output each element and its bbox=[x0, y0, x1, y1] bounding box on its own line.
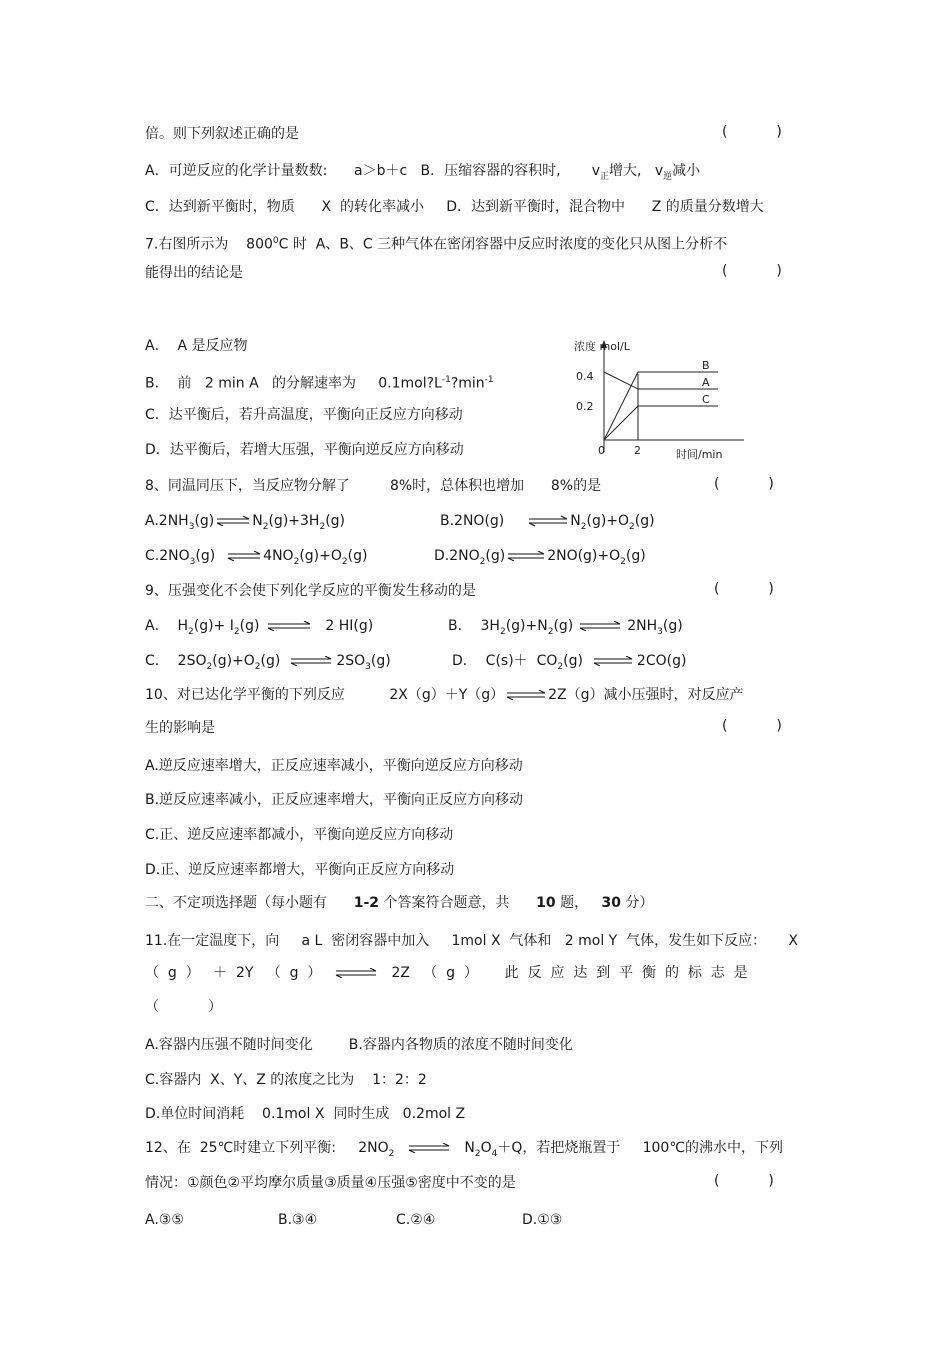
q12-option-c: C.②④ bbox=[396, 1212, 436, 1228]
q11-stem-2: （ g ） ＋ 2Y （ g ） 2Z （ g ） 此 反 应 达 到 平 衡 的 标 志 是 bbox=[145, 965, 748, 981]
q6-option-ab: A．可逆反应的化学计量数数: a＞b＋c B．压缩容器的容积时, $v_正$增大, $v_逆$减小 bbox=[145, 163, 701, 182]
q10-option-d: D.正、逆反应速率都增大，平衡向正反应方向移动 bbox=[145, 862, 455, 878]
equilibrium-arrow-icon bbox=[593, 656, 633, 666]
answer-paren-10: ( ) bbox=[722, 718, 782, 734]
q11-option-ab: A.容器内压强不随时间变化 B.容器内各物质的浓度不随时间变化 bbox=[145, 1037, 573, 1053]
x-axis-label: 时间/min bbox=[676, 448, 723, 461]
q11-option-c: C.容器内 X、Y、Z 的浓度之比为 1：2：2 bbox=[145, 1072, 427, 1088]
concentration-time-chart bbox=[568, 336, 758, 464]
series-label-B: B bbox=[702, 359, 710, 372]
q11-stem: 11.在一定温度下，向 a L 密闭容器中加入 1mol X 气体和 2 mol Y 气体，发生如下反应： X bbox=[145, 933, 798, 949]
q8-option-c: $C.2NO_3(g)$ $4NO_2(g)+O_2(g)$ bbox=[145, 548, 368, 567]
answer-paren-8: ( ) bbox=[714, 476, 774, 492]
q7-option-b: B． 前 2 min A 的分解速率为 $0.1mol?L^{-1}?\min^{-1}$ bbox=[145, 375, 494, 392]
q12-stem-2: 情况：①颜色②平均摩尔质量③质量④压强⑤密度中不变的是 bbox=[145, 1175, 516, 1191]
x-tick-0: 0 bbox=[598, 444, 605, 457]
equilibrium-arrow-icon bbox=[227, 551, 261, 561]
q9-option-c: C． $2SO_2(g)+O_2(g)$ $2SO_3(g)$ bbox=[145, 653, 391, 672]
q8-option-b: B.2NO(g) $N_2(g)+O_2(g)$ bbox=[440, 513, 655, 532]
q12-option-d: D.①③ bbox=[522, 1212, 563, 1228]
equilibrium-arrow-icon bbox=[507, 551, 545, 561]
q7-option-d: D．达平衡后，若增大压强，平衡向逆反应方向移动 bbox=[145, 442, 464, 458]
equilibrium-arrow-icon bbox=[528, 515, 568, 527]
q10-stem-2: 生的影响是 bbox=[145, 720, 215, 736]
equilibrium-arrow-icon bbox=[335, 968, 377, 978]
equilibrium-arrow-icon bbox=[506, 690, 546, 700]
q9-option-a: A． $H_2(g)+ I_2(g)$ 2 HI(g) bbox=[145, 618, 374, 637]
q7-stem: 7.右图所示为 $800^0C$ 时 A、B、C 三种气体在密闭容器中反应时浓度的变化只从图上分析不 bbox=[145, 236, 728, 253]
series-label-C: C bbox=[702, 393, 710, 406]
q8-option-a: $A.2NH_3(g)$ $N_2(g)+3H_2(g)$ bbox=[145, 513, 345, 532]
section-2-heading: 二、不定项选择题（每小题有 1-2 个答案符合题意，共 10 题， 30 分） bbox=[145, 895, 654, 911]
answer-paren-12: ( ) bbox=[714, 1173, 774, 1189]
equilibrium-arrow-icon bbox=[579, 621, 621, 631]
y-tick-04: 0.4 bbox=[576, 370, 594, 383]
equilibrium-arrow-icon bbox=[290, 656, 332, 666]
answer-paren-11: （ ） bbox=[145, 999, 222, 1015]
y-tick-02: 0.2 bbox=[576, 400, 594, 413]
q7-option-a: A． A 是反应物 bbox=[145, 338, 248, 354]
answer-paren-6: ( ) bbox=[722, 124, 782, 140]
q12-option-b: B.③④ bbox=[278, 1212, 318, 1228]
x-tick-2: 2 bbox=[634, 444, 641, 457]
q12-option-a: A.③⑤ bbox=[145, 1212, 184, 1228]
q8-option-d: $D.2NO_2(g)$ $2NO(g)+O_2(g)$ bbox=[434, 548, 646, 567]
q9-option-b: B． $3H_2(g)+N_2(g)$ $2NH_3(g)$ bbox=[448, 618, 683, 637]
q7-option-c: C．达平衡后，若升高温度，平衡向正反应方向移动 bbox=[145, 407, 463, 423]
answer-paren-9: ( ) bbox=[714, 581, 774, 597]
equilibrium-arrow-icon bbox=[408, 1143, 450, 1153]
q8-stem: 8、同温同压下，当反应物分解了 8%时，总体积也增加 8%的是 bbox=[145, 478, 602, 494]
q6-option-cd: C．达到新平衡时，物质 X 的转化率减小 D．达到新平衡时，混合物中 Z 的质量分数增大 bbox=[145, 199, 764, 215]
q6-stem-tail: 倍。则下列叙述正确的是 bbox=[145, 126, 299, 142]
q10-option-c: C.正、逆反应速率都减小，平衡向逆反应方向移动 bbox=[145, 827, 454, 843]
equilibrium-arrow-icon bbox=[267, 621, 311, 631]
q9-stem: 9、压强变化不会使下列化学反应的平衡发生移动的是 bbox=[145, 583, 476, 599]
q10-stem: 10、对已达化学平衡的下列反应 2X（g）＋Y（g） 2Z（g）减小压强时，对反应产 bbox=[145, 687, 744, 703]
q10-option-a: A.逆反应速率增大，正反应速率减小，平衡向逆反应方向移动 bbox=[145, 758, 523, 774]
series-line-A bbox=[604, 372, 718, 389]
answer-paren-7: ( ) bbox=[722, 263, 782, 279]
q7-stem-2: 能得出的结论是 bbox=[145, 265, 243, 281]
series-label-A: A bbox=[702, 376, 710, 389]
series-line-C bbox=[604, 406, 718, 440]
q10-option-b: B.逆反应速率减小，正反应速率增大，平衡向正反应方向移动 bbox=[145, 792, 524, 808]
q9-option-d: D． $C(s)+ CO_2(g)$ 2CO(g) bbox=[452, 653, 687, 672]
equilibrium-arrow-icon bbox=[216, 516, 250, 526]
y-axis-label: 浓度 mol/L bbox=[574, 340, 630, 353]
q12-stem: 12、在 25℃时建立下列平衡: $2NO_2$ $N_2O_4+Q$，若把烧瓶置于 100℃的沸水中，下列 bbox=[145, 1140, 784, 1159]
q11-option-d: D.单位时间消耗 0.1mol X 同时生成 0.2mol Z bbox=[145, 1106, 466, 1122]
